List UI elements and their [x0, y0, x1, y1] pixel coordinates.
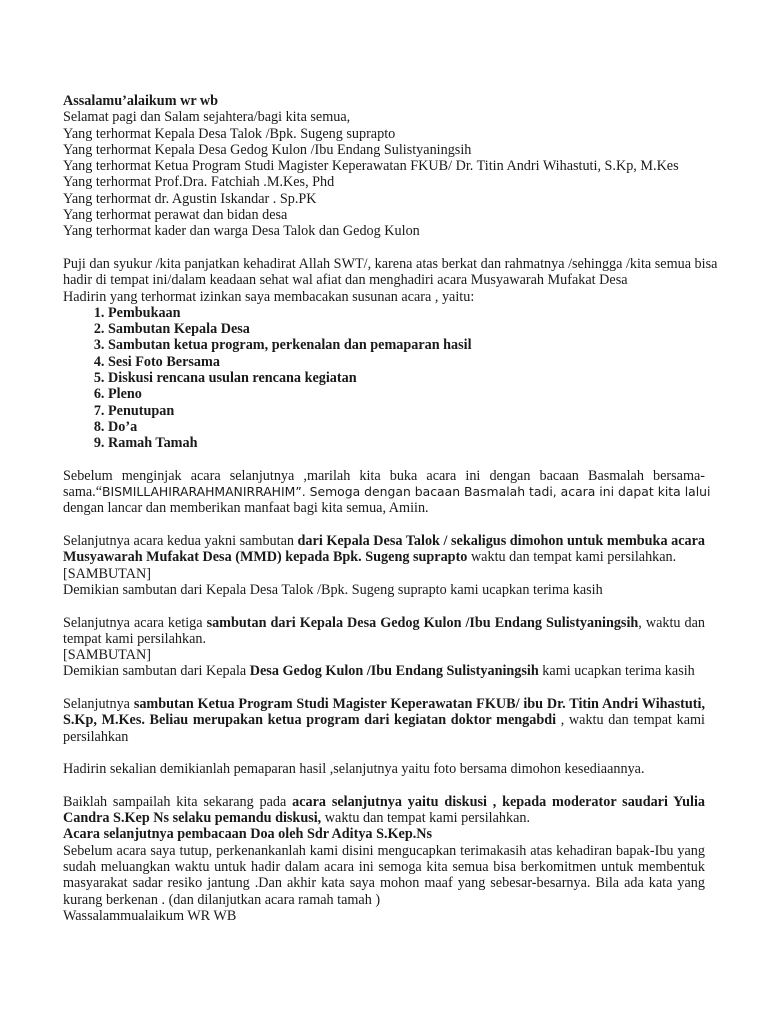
- session3-text: Selanjutnya acara ketiga: [63, 614, 207, 631]
- session4-text: , waktu dan tempat kami: [556, 712, 705, 729]
- session4-line: [63, 696, 705, 712]
- session2-line: [63, 549, 705, 565]
- session3-bold: sambutan dari Kepala Desa Gedog Kulon /Ibu Endang Sulistyaningsih: [206, 614, 639, 631]
- closing-line: kurang berkenan . (dan dilanjutkan acara ramah tamah ): [63, 891, 381, 908]
- closing-line: sudah meluangkan waktu untuk hadir dalam acara ini semoga kita semua bisa berkomitmen untuk membentuk: [63, 858, 705, 875]
- greeting-line: Yang terhormat kader dan warga Desa Talok dan Gedog Kulon: [63, 223, 420, 240]
- greeting-title: Assalamu’alaikum wr wb: [63, 93, 219, 109]
- discussion-line: [63, 794, 705, 810]
- session3-paragraph: [63, 615, 705, 680]
- agenda-item: 4. Sesi Foto Bersama: [108, 354, 705, 370]
- session4-text: Selanjutnya: [63, 695, 134, 712]
- intro-paragraph: [63, 255, 718, 305]
- discussion-text: Baiklah sampailah kita sekarang pada: [63, 793, 293, 810]
- photo-line: Hadirin sekalian demikianlah pemaparan hasil ,selanjutnya yaitu foto bersama dimohon kesediaannya.: [63, 761, 645, 778]
- discussion-bold: acara selanjutnya yaitu diskusi , kepada moderator saudari Yulia: [292, 793, 705, 810]
- basmalah-paragraph: [63, 467, 711, 517]
- agenda-item: 8. Do’a: [108, 419, 705, 435]
- greeting-line: Yang terhormat Kepala Desa Talok /Bpk. Sugeng suprapto: [63, 125, 396, 142]
- session4-bold: sambutan Ketua Program Studi Magister Keperawatan FKUB/ ibu Dr. Titin Andri Wihastuti,: [133, 695, 706, 712]
- discussion-line: [63, 810, 705, 826]
- basmalah-prefix: sama.“: [63, 484, 102, 501]
- intro-line: Hadirin yang terhormat izinkan saya membacakan susunan acara , yaitu:: [63, 288, 475, 305]
- agenda-item: 7. Penutupan: [108, 403, 705, 419]
- discussion-paragraph: [63, 794, 705, 843]
- document-page: [63, 93, 718, 924]
- agenda-item: 6. Pleno: [108, 386, 705, 402]
- photo-paragraph: [63, 761, 705, 777]
- basmalah-line: [63, 484, 711, 501]
- session2-text: Selanjutnya acara kedua yakni sambutan: [63, 533, 298, 550]
- agenda-item: 9. Ramah Tamah: [108, 435, 705, 451]
- session2-line: [63, 533, 705, 549]
- session2-paragraph: [63, 533, 705, 598]
- closing-line: Sebelum acara saya tutup, perkenankanlah kami disini mengucapkan terimakasih atas kehadiran bapak-Ibu yang: [63, 842, 705, 859]
- agenda-item: 5. Diskusi rencana usulan rencana kegiatan: [108, 370, 705, 386]
- closing-line: masyarakat sadar resiko jantung .Dan akhir kata saya mohon maaf yang sebesar-besarnya. Bila ada kata yang: [63, 875, 705, 892]
- session3-text: Demikian sambutan dari Kepala: [63, 663, 250, 680]
- intro-line: Puji dan syukur /kita panjatkan kehadirat Allah SWT/, karena atas berkat dan rahmatnya /sehingga /kita semua bisa: [63, 255, 718, 272]
- session3-text: kami ucapkan terima kasih: [538, 663, 695, 680]
- basmalah-line: dengan lancar dan memberikan manfaat bagi kita semua, Amiin.: [63, 500, 429, 517]
- discussion-bold: Candra S.Kep Ns selaku pemandu diskusi,: [63, 810, 322, 827]
- agenda-item: 1. Pembukaan: [108, 305, 705, 321]
- session4-line: persilahkan: [63, 728, 129, 745]
- session3-bold: Desa Gedog Kulon /Ibu Endang Sulistyaningsih: [249, 663, 539, 680]
- closing-paragraph: [63, 843, 705, 924]
- session2-bold: dari Kepala Desa Talok / sekaligus dimohon untuk membuka acara: [297, 533, 705, 550]
- discussion-line: [63, 826, 705, 842]
- discussion-text: waktu dan tempat kami persilahkan.: [321, 810, 531, 827]
- session4-line: [63, 712, 705, 728]
- agenda-list: [63, 305, 705, 452]
- greeting-lines: [63, 109, 705, 239]
- greeting-line: Yang terhormat dr. Agustin Iskandar . Sp.PK: [63, 190, 317, 207]
- sambutan-marker: [SAMBUTAN]: [63, 565, 151, 582]
- session4-paragraph: [63, 696, 705, 745]
- session2-bold: Musyawarah Mufakat Desa (MMD) kepada Bpk. Sugeng suprapto: [63, 549, 468, 566]
- closing-line: Wassalammualaikum WR WB: [63, 907, 237, 924]
- session3-line: [63, 615, 705, 631]
- discussion-bold: Acara selanjutnya pembacaan Doa oleh Sdr Aditya S.Kep.Ns: [63, 826, 433, 843]
- agenda-item: 2. Sambutan Kepala Desa: [108, 321, 705, 337]
- greeting-line: Yang terhormat perawat dan bidan desa: [63, 207, 288, 224]
- greeting-line: Yang terhormat Kepala Desa Gedog Kulon /Ibu Endang Sulistyaningsih: [63, 141, 472, 158]
- greeting-line: Yang terhormat Ketua Program Studi Magister Keperawatan FKUB/ Dr. Titin Andri Wihastuti, S.Kp, M.Kes: [63, 158, 679, 175]
- session4-bold: S.Kp, M.Kes. Beliau merupakan ketua program dari kegiatan doktor mengabdi: [63, 712, 557, 729]
- session3-text: , waktu dan: [638, 614, 705, 631]
- agenda-item: 3. Sambutan ketua program, perkenalan dan pemaparan hasil: [108, 337, 705, 353]
- session3-line: [63, 663, 705, 679]
- basmalah-text: BISMILLAHIRARAHMANIRRAHIM”. Semoga dengan bacaan Basmalah tadi, acara ini dapat kita lalui: [102, 484, 711, 500]
- basmalah-line: Sebelum menginjak acara selanjutnya ,marilah kita buka acara ini dengan bacaan Basmalah bersama-: [63, 467, 705, 484]
- intro-line: hadir di tempat ini/dalam keadaan sehat wal afiat dan menghadiri acara Musyawarah Mufakat Desa: [63, 272, 628, 289]
- session2-line: Demikian sambutan dari Kepala Desa Talok /Bpk. Sugeng suprapto kami ucapkan terima kasih: [63, 581, 603, 598]
- session2-text: waktu dan tempat kami persilahkan.: [467, 549, 677, 566]
- sambutan-marker: [SAMBUTAN]: [63, 647, 151, 664]
- session3-line: tempat kami persilahkan.: [63, 630, 207, 647]
- greeting-line: Yang terhormat Prof.Dra. Fatchiah .M.Kes, Phd: [63, 174, 335, 191]
- greeting-line: Selamat pagi dan Salam sejahtera/bagi kita semua,: [63, 109, 351, 126]
